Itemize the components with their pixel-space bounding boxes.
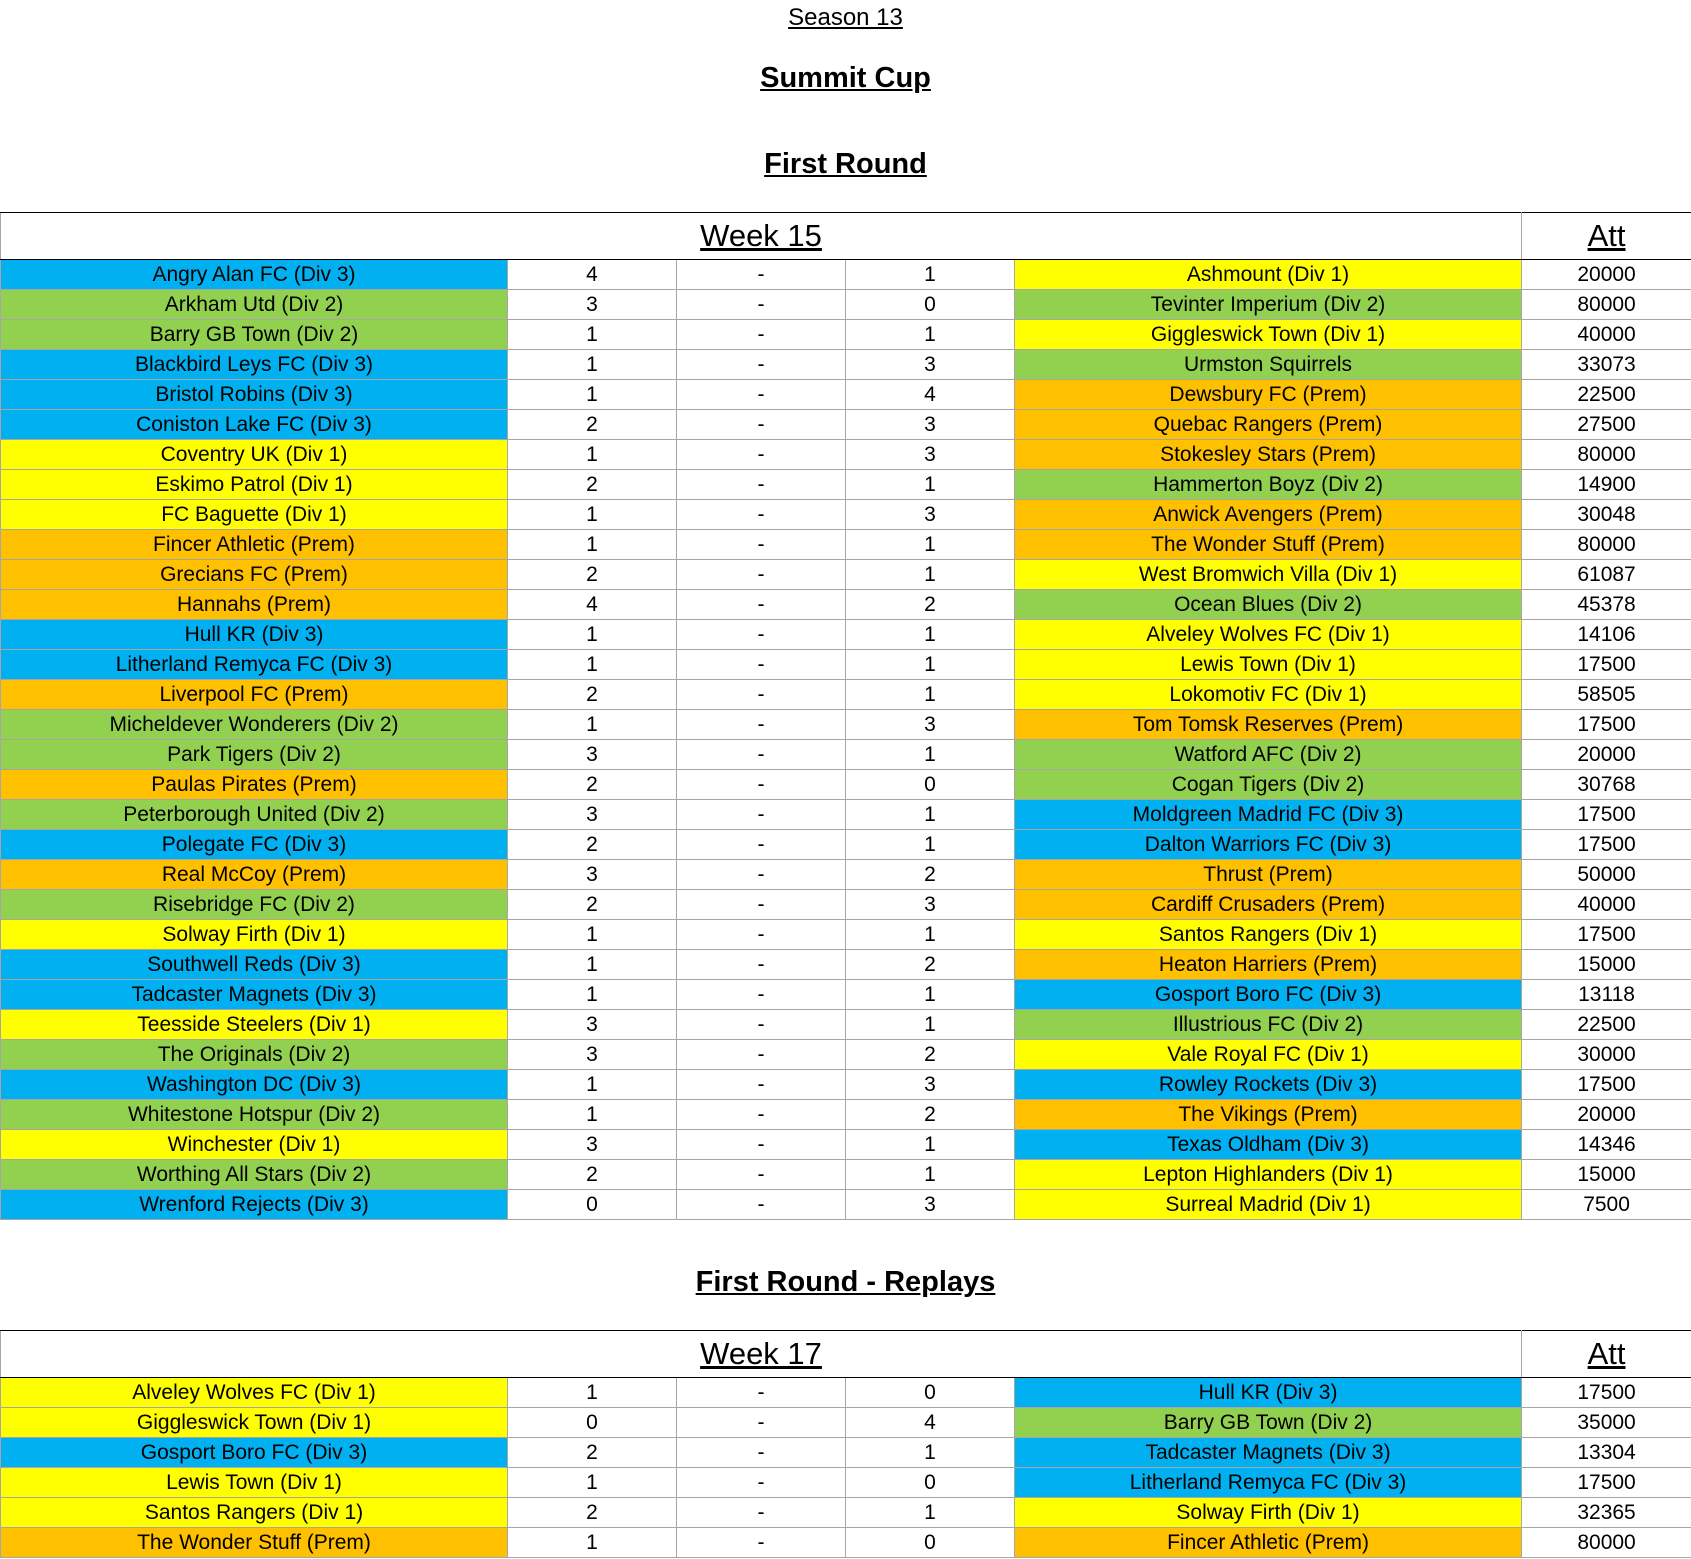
away-score-cell: 3 [846, 410, 1015, 440]
home-team-cell: Worthing All Stars (Div 2) [1, 1160, 508, 1190]
attendance-cell: 17500 [1522, 800, 1691, 830]
home-team-cell: Barry GB Town (Div 2) [1, 320, 508, 350]
home-team-cell: Winchester (Div 1) [1, 1130, 508, 1160]
fixture-row [1, 1408, 1691, 1438]
home-score-cell: 1 [508, 380, 677, 410]
home-team-cell: Real McCoy (Prem) [1, 860, 508, 890]
fixture-row [1, 440, 1691, 470]
home-score-cell: 1 [508, 710, 677, 740]
score-separator: - [677, 1130, 846, 1160]
away-team-cell: Tevinter Imperium (Div 2) [1015, 290, 1522, 320]
score-separator: - [677, 1408, 846, 1438]
attendance-cell: 80000 [1522, 440, 1691, 470]
home-score-cell: 1 [508, 920, 677, 950]
away-score-cell: 2 [846, 950, 1015, 980]
home-score-cell: 1 [508, 1100, 677, 1130]
replays-title: First Round - Replays [695, 1266, 996, 1298]
score-separator: - [677, 380, 846, 410]
score-separator: - [677, 770, 846, 800]
home-score-cell: 2 [508, 560, 677, 590]
home-team-cell: Teesside Steelers (Div 1) [1, 1010, 508, 1040]
home-score-cell: 1 [508, 440, 677, 470]
attendance-cell: 33073 [1522, 350, 1691, 380]
home-team-cell: Coniston Lake FC (Div 3) [1, 410, 508, 440]
away-team-cell: Giggleswick Town (Div 1) [1015, 320, 1522, 350]
attendance-cell: 50000 [1522, 860, 1691, 890]
home-score-cell: 0 [508, 1190, 677, 1220]
away-score-cell: 2 [846, 1100, 1015, 1130]
score-separator: - [677, 470, 846, 500]
attendance-cell: 17500 [1522, 1378, 1691, 1408]
home-score-cell: 1 [508, 950, 677, 980]
home-team-cell: Eskimo Patrol (Div 1) [1, 470, 508, 500]
fixture-row [1, 470, 1691, 500]
away-score-cell: 3 [846, 350, 1015, 380]
away-score-cell: 1 [846, 1160, 1015, 1190]
home-score-cell: 1 [508, 1378, 677, 1408]
attendance-cell: 15000 [1522, 950, 1691, 980]
attendance-cell: 17500 [1522, 1468, 1691, 1498]
away-score-cell: 1 [846, 980, 1015, 1010]
week-label: Week 17 [1, 1331, 1522, 1378]
round1-table [0, 212, 1691, 1220]
fixture-row [1, 800, 1691, 830]
home-score-cell: 2 [508, 770, 677, 800]
week-label: Week 15 [1, 213, 1522, 260]
fixture-row [1, 1040, 1691, 1070]
home-score-cell: 3 [508, 800, 677, 830]
score-separator: - [677, 1010, 846, 1040]
away-score-cell: 2 [846, 590, 1015, 620]
attendance-cell: 17500 [1522, 710, 1691, 740]
home-team-cell: Grecians FC (Prem) [1, 560, 508, 590]
fixture-row [1, 260, 1691, 290]
away-team-cell: Dewsbury FC (Prem) [1015, 380, 1522, 410]
home-team-cell: Wrenford Rejects (Div 3) [1, 1190, 508, 1220]
attendance-cell: 17500 [1522, 1070, 1691, 1100]
home-score-cell: 3 [508, 1010, 677, 1040]
score-separator: - [677, 890, 846, 920]
fixture-row [1, 590, 1691, 620]
home-score-cell: 2 [508, 470, 677, 500]
away-team-cell: The Wonder Stuff (Prem) [1015, 530, 1522, 560]
attendance-cell: 17500 [1522, 650, 1691, 680]
score-separator: - [677, 1190, 846, 1220]
fixture-row [1, 620, 1691, 650]
fixture-row [1, 770, 1691, 800]
fixture-row [1, 1160, 1691, 1190]
attendance-cell: 14106 [1522, 620, 1691, 650]
att-header: Att [1522, 213, 1691, 260]
home-team-cell: Polegate FC (Div 3) [1, 830, 508, 860]
home-team-cell: Liverpool FC (Prem) [1, 680, 508, 710]
away-team-cell: Gosport Boro FC (Div 3) [1015, 980, 1522, 1010]
attendance-cell: 14900 [1522, 470, 1691, 500]
fixture-row [1, 950, 1691, 980]
home-team-cell: Paulas Pirates (Prem) [1, 770, 508, 800]
attendance-cell: 14346 [1522, 1130, 1691, 1160]
fixture-row [1, 410, 1691, 440]
away-team-cell: Lepton Highlanders (Div 1) [1015, 1160, 1522, 1190]
home-team-cell: Peterborough United (Div 2) [1, 800, 508, 830]
away-score-cell: 1 [846, 830, 1015, 860]
home-score-cell: 0 [508, 1408, 677, 1438]
home-score-cell: 1 [508, 350, 677, 380]
score-separator: - [677, 350, 846, 380]
fixture-row [1, 920, 1691, 950]
away-score-cell: 0 [846, 290, 1015, 320]
away-score-cell: 0 [846, 1468, 1015, 1498]
away-team-cell: Litherland Remyca FC (Div 3) [1015, 1468, 1522, 1498]
cup-title: Summit Cup [760, 62, 931, 94]
round-title: First Round [764, 148, 927, 180]
away-score-cell: 1 [846, 1130, 1015, 1160]
score-separator: - [677, 530, 846, 560]
away-team-cell: Surreal Madrid (Div 1) [1015, 1190, 1522, 1220]
home-score-cell: 1 [508, 1528, 677, 1558]
attendance-cell: 80000 [1522, 290, 1691, 320]
attendance-cell: 22500 [1522, 1010, 1691, 1040]
score-separator: - [677, 830, 846, 860]
away-team-cell: Anwick Avengers (Prem) [1015, 500, 1522, 530]
away-score-cell: 3 [846, 710, 1015, 740]
home-score-cell: 2 [508, 830, 677, 860]
home-score-cell: 4 [508, 590, 677, 620]
score-separator: - [677, 590, 846, 620]
fixture-row [1, 1528, 1691, 1558]
replays-table [0, 1330, 1691, 1558]
fixture-row [1, 710, 1691, 740]
home-score-cell: 1 [508, 320, 677, 350]
away-score-cell: 1 [846, 260, 1015, 290]
attendance-cell: 13118 [1522, 980, 1691, 1010]
score-separator: - [677, 1438, 846, 1468]
away-score-cell: 3 [846, 890, 1015, 920]
away-team-cell: Hammerton Boyz (Div 2) [1015, 470, 1522, 500]
round1-header-row [1, 213, 1691, 260]
home-score-cell: 2 [508, 1438, 677, 1468]
home-score-cell: 3 [508, 740, 677, 770]
fixture-row [1, 830, 1691, 860]
home-score-cell: 1 [508, 650, 677, 680]
fixture-row [1, 1468, 1691, 1498]
away-team-cell: West Bromwich Villa (Div 1) [1015, 560, 1522, 590]
home-score-cell: 1 [508, 980, 677, 1010]
score-separator: - [677, 620, 846, 650]
home-team-cell: Hannahs (Prem) [1, 590, 508, 620]
home-team-cell: Alveley Wolves FC (Div 1) [1, 1378, 508, 1408]
attendance-cell: 35000 [1522, 1408, 1691, 1438]
away-score-cell: 1 [846, 530, 1015, 560]
home-team-cell: The Originals (Div 2) [1, 1040, 508, 1070]
fixture-row [1, 1100, 1691, 1130]
home-team-cell: Washington DC (Div 3) [1, 1070, 508, 1100]
attendance-cell: 32365 [1522, 1498, 1691, 1528]
score-separator: - [677, 500, 846, 530]
fixture-row [1, 860, 1691, 890]
score-separator: - [677, 740, 846, 770]
fixture-row [1, 1070, 1691, 1100]
score-separator: - [677, 1160, 846, 1190]
away-team-cell: Moldgreen Madrid FC (Div 3) [1015, 800, 1522, 830]
home-team-cell: FC Baguette (Div 1) [1, 500, 508, 530]
away-score-cell: 0 [846, 1378, 1015, 1408]
away-score-cell: 3 [846, 1190, 1015, 1220]
away-team-cell: Hull KR (Div 3) [1015, 1378, 1522, 1408]
fixture-row [1, 740, 1691, 770]
away-team-cell: Cogan Tigers (Div 2) [1015, 770, 1522, 800]
away-team-cell: Stokesley Stars (Prem) [1015, 440, 1522, 470]
away-score-cell: 2 [846, 860, 1015, 890]
home-team-cell: Solway Firth (Div 1) [1, 920, 508, 950]
attendance-cell: 20000 [1522, 1100, 1691, 1130]
home-score-cell: 2 [508, 890, 677, 920]
attendance-cell: 30000 [1522, 1040, 1691, 1070]
away-team-cell: Heaton Harriers (Prem) [1015, 950, 1522, 980]
fixture-row [1, 560, 1691, 590]
away-team-cell: Tom Tomsk Reserves (Prem) [1015, 710, 1522, 740]
fixture-row [1, 680, 1691, 710]
away-team-cell: Fincer Athletic (Prem) [1015, 1528, 1522, 1558]
fixture-row [1, 1010, 1691, 1040]
score-separator: - [677, 1070, 846, 1100]
attendance-cell: 30048 [1522, 500, 1691, 530]
score-separator: - [677, 680, 846, 710]
home-score-cell: 3 [508, 1130, 677, 1160]
away-team-cell: Alveley Wolves FC (Div 1) [1015, 620, 1522, 650]
fixture-row [1, 350, 1691, 380]
home-team-cell: Blackbird Leys FC (Div 3) [1, 350, 508, 380]
away-team-cell: Tadcaster Magnets (Div 3) [1015, 1438, 1522, 1468]
home-team-cell: Litherland Remyca FC (Div 3) [1, 650, 508, 680]
score-separator: - [677, 860, 846, 890]
away-score-cell: 3 [846, 1070, 1015, 1100]
away-score-cell: 1 [846, 680, 1015, 710]
score-separator: - [677, 410, 846, 440]
home-team-cell: Park Tigers (Div 2) [1, 740, 508, 770]
away-team-cell: Illustrious FC (Div 2) [1015, 1010, 1522, 1040]
away-score-cell: 1 [846, 740, 1015, 770]
score-separator: - [677, 1100, 846, 1130]
score-separator: - [677, 980, 846, 1010]
home-score-cell: 1 [508, 620, 677, 650]
away-team-cell: Rowley Rockets (Div 3) [1015, 1070, 1522, 1100]
away-score-cell: 3 [846, 500, 1015, 530]
home-score-cell: 1 [508, 530, 677, 560]
fixture-row [1, 1190, 1691, 1220]
attendance-cell: 7500 [1522, 1190, 1691, 1220]
score-separator: - [677, 650, 846, 680]
score-separator: - [677, 1040, 846, 1070]
away-team-cell: Watford AFC (Div 2) [1015, 740, 1522, 770]
score-separator: - [677, 710, 846, 740]
away-score-cell: 1 [846, 620, 1015, 650]
home-score-cell: 2 [508, 1160, 677, 1190]
home-score-cell: 1 [508, 1468, 677, 1498]
away-score-cell: 3 [846, 440, 1015, 470]
away-score-cell: 1 [846, 800, 1015, 830]
attendance-cell: 58505 [1522, 680, 1691, 710]
away-team-cell: Texas Oldham (Div 3) [1015, 1130, 1522, 1160]
away-team-cell: Vale Royal FC (Div 1) [1015, 1040, 1522, 1070]
fixture-row [1, 320, 1691, 350]
home-team-cell: Whitestone Hotspur (Div 2) [1, 1100, 508, 1130]
away-team-cell: Quebac Rangers (Prem) [1015, 410, 1522, 440]
home-team-cell: Hull KR (Div 3) [1, 620, 508, 650]
score-separator: - [677, 950, 846, 980]
attendance-cell: 20000 [1522, 740, 1691, 770]
att-header: Att [1522, 1331, 1691, 1378]
away-team-cell: Lokomotiv FC (Div 1) [1015, 680, 1522, 710]
away-team-cell: Ashmount (Div 1) [1015, 260, 1522, 290]
attendance-cell: 27500 [1522, 410, 1691, 440]
attendance-cell: 45378 [1522, 590, 1691, 620]
fixture-row [1, 290, 1691, 320]
attendance-cell: 80000 [1522, 1528, 1691, 1558]
fixture-row [1, 650, 1691, 680]
score-separator: - [677, 260, 846, 290]
fixture-row [1, 1378, 1691, 1408]
away-team-cell: Barry GB Town (Div 2) [1015, 1408, 1522, 1438]
away-team-cell: Cardiff Crusaders (Prem) [1015, 890, 1522, 920]
home-team-cell: Santos Rangers (Div 1) [1, 1498, 508, 1528]
score-separator: - [677, 1378, 846, 1408]
score-separator: - [677, 1498, 846, 1528]
fixture-row [1, 1498, 1691, 1528]
home-team-cell: Gosport Boro FC (Div 3) [1, 1438, 508, 1468]
away-score-cell: 1 [846, 920, 1015, 950]
home-team-cell: Angry Alan FC (Div 3) [1, 260, 508, 290]
score-separator: - [677, 440, 846, 470]
away-team-cell: Solway Firth (Div 1) [1015, 1498, 1522, 1528]
home-team-cell: Coventry UK (Div 1) [1, 440, 508, 470]
home-team-cell: Lewis Town (Div 1) [1, 1468, 508, 1498]
away-score-cell: 4 [846, 1408, 1015, 1438]
away-score-cell: 0 [846, 1528, 1015, 1558]
home-team-cell: Arkham Utd (Div 2) [1, 290, 508, 320]
away-team-cell: Urmston Squirrels [1015, 350, 1522, 380]
home-team-cell: Risebridge FC (Div 2) [1, 890, 508, 920]
home-team-cell: Giggleswick Town (Div 1) [1, 1408, 508, 1438]
away-score-cell: 1 [846, 1438, 1015, 1468]
away-team-cell: Lewis Town (Div 1) [1015, 650, 1522, 680]
away-score-cell: 2 [846, 1040, 1015, 1070]
away-score-cell: 1 [846, 560, 1015, 590]
fixture-row [1, 1130, 1691, 1160]
away-score-cell: 4 [846, 380, 1015, 410]
score-separator: - [677, 290, 846, 320]
score-separator: - [677, 560, 846, 590]
away-score-cell: 1 [846, 1010, 1015, 1040]
attendance-cell: 13304 [1522, 1438, 1691, 1468]
home-team-cell: Southwell Reds (Div 3) [1, 950, 508, 980]
attendance-cell: 61087 [1522, 560, 1691, 590]
home-score-cell: 2 [508, 1498, 677, 1528]
fixture-row [1, 980, 1691, 1010]
score-separator: - [677, 800, 846, 830]
home-team-cell: The Wonder Stuff (Prem) [1, 1528, 508, 1558]
home-score-cell: 3 [508, 860, 677, 890]
home-score-cell: 2 [508, 680, 677, 710]
away-team-cell: Santos Rangers (Div 1) [1015, 920, 1522, 950]
home-score-cell: 1 [508, 500, 677, 530]
attendance-cell: 17500 [1522, 920, 1691, 950]
home-team-cell: Tadcaster Magnets (Div 3) [1, 980, 508, 1010]
attendance-cell: 80000 [1522, 530, 1691, 560]
score-separator: - [677, 320, 846, 350]
away-score-cell: 1 [846, 470, 1015, 500]
attendance-cell: 20000 [1522, 260, 1691, 290]
attendance-cell: 30768 [1522, 770, 1691, 800]
replays-header-row [1, 1331, 1691, 1378]
home-score-cell: 2 [508, 410, 677, 440]
home-score-cell: 1 [508, 1070, 677, 1100]
away-score-cell: 0 [846, 770, 1015, 800]
attendance-cell: 17500 [1522, 830, 1691, 860]
fixture-row [1, 1438, 1691, 1468]
attendance-cell: 15000 [1522, 1160, 1691, 1190]
score-separator: - [677, 1468, 846, 1498]
fixture-row [1, 500, 1691, 530]
fixture-row [1, 530, 1691, 560]
attendance-cell: 40000 [1522, 320, 1691, 350]
away-score-cell: 1 [846, 1498, 1015, 1528]
home-team-cell: Fincer Athletic (Prem) [1, 530, 508, 560]
away-score-cell: 1 [846, 650, 1015, 680]
fixture-row [1, 380, 1691, 410]
home-team-cell: Micheldever Wonderers (Div 2) [1, 710, 508, 740]
season-title: Season 13 [788, 4, 903, 31]
score-separator: - [677, 920, 846, 950]
home-score-cell: 3 [508, 1040, 677, 1070]
attendance-cell: 40000 [1522, 890, 1691, 920]
score-separator: - [677, 1528, 846, 1558]
home-score-cell: 3 [508, 290, 677, 320]
fixture-row [1, 890, 1691, 920]
home-score-cell: 4 [508, 260, 677, 290]
away-team-cell: Ocean Blues (Div 2) [1015, 590, 1522, 620]
away-score-cell: 1 [846, 320, 1015, 350]
home-team-cell: Bristol Robins (Div 3) [1, 380, 508, 410]
away-team-cell: Thrust (Prem) [1015, 860, 1522, 890]
attendance-cell: 22500 [1522, 380, 1691, 410]
away-team-cell: The Vikings (Prem) [1015, 1100, 1522, 1130]
away-team-cell: Dalton Warriors FC (Div 3) [1015, 830, 1522, 860]
